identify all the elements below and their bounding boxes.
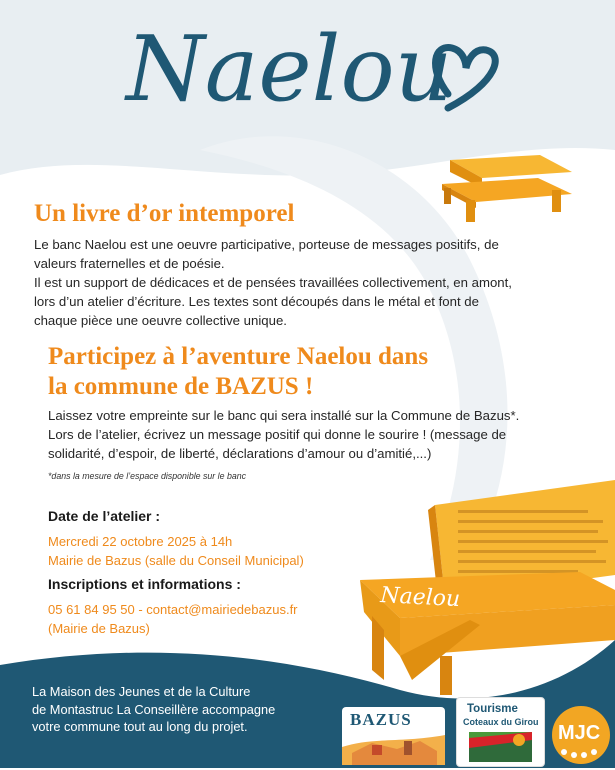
bench-image-large bbox=[340, 480, 615, 700]
atelier-date: Mercredi 22 octobre 2025 à 14h bbox=[48, 534, 233, 549]
naelou-logo bbox=[118, 8, 508, 128]
tourisme-line2: Coteaux du Girou bbox=[463, 717, 539, 727]
tourisme-logo-art bbox=[457, 698, 544, 766]
section1-line: lors d’un atelier d’écriture. Les textes sont découpés dans le métal et font de bbox=[34, 294, 479, 309]
section2-line: solidarité, d’espoir, de liberté, déclarations d’amour ou d’amitié,...) bbox=[48, 446, 432, 461]
contact-info: 05 61 84 95 50 - contact@mairiedebazus.fr bbox=[48, 602, 298, 617]
section2-heading-line: la commune de BAZUS ! bbox=[48, 373, 314, 400]
inscriptions-details bbox=[48, 600, 298, 638]
bazus-logo bbox=[342, 707, 445, 765]
footer-line: de Montastruc La Conseillère accompagne bbox=[32, 701, 276, 717]
section2-heading bbox=[48, 342, 428, 402]
section2-text bbox=[48, 406, 598, 463]
section2-line: Lors de l’atelier, écrivez un message positif qui donne le sourire ! (message de bbox=[48, 427, 507, 442]
section1-line: Le banc Naelou est une oeuvre participative, porteuse de messages positifs, de bbox=[34, 237, 499, 252]
section1-line: Il est un support de dédicaces et de pensées travaillées collectivement, en amont, bbox=[34, 275, 512, 290]
bench-image-small bbox=[430, 150, 580, 225]
tourisme-logo bbox=[456, 697, 545, 767]
section2-line: Laissez votre empreinte sur le banc qui sera installé sur la Commune de Bazus*. bbox=[48, 408, 520, 423]
footer-text bbox=[32, 683, 275, 736]
inscriptions-label: Inscriptions et informations : bbox=[48, 576, 241, 592]
mjc-logo-text: MJC bbox=[558, 722, 601, 744]
bazus-logo-text: BAZUS bbox=[350, 710, 412, 729]
tourisme-line1: Tourisme bbox=[467, 703, 518, 715]
atelier-label: Date de l’atelier : bbox=[48, 508, 161, 524]
footnote: *dans la mesure de l’espace disponible sur le banc bbox=[48, 471, 247, 481]
mjc-logo-art bbox=[552, 706, 610, 764]
footer-line: votre commune tout au long du projet. bbox=[32, 719, 248, 734]
atelier-details bbox=[48, 532, 304, 570]
atelier-place: Mairie de Bazus (salle du Conseil Municipal) bbox=[48, 553, 304, 568]
svg-text:Naelou: Naelou bbox=[379, 583, 461, 613]
section1-line: chaque pièce une oeuvre collective unique. bbox=[34, 313, 287, 328]
section1-text bbox=[34, 235, 594, 330]
svg-text:Naelou: Naelou bbox=[126, 17, 453, 122]
section2-heading-line: Participez à l’aventure Naelou dans bbox=[48, 343, 429, 370]
contact-org: (Mairie de Bazus) bbox=[48, 621, 150, 636]
section1-line: valeurs fraternelles et de poésie. bbox=[34, 256, 225, 271]
footer-line: La Maison des Jeunes et de la Culture bbox=[32, 684, 251, 699]
section1-heading: Un livre d’or intemporel bbox=[34, 200, 295, 227]
mjc-logo bbox=[552, 706, 610, 764]
